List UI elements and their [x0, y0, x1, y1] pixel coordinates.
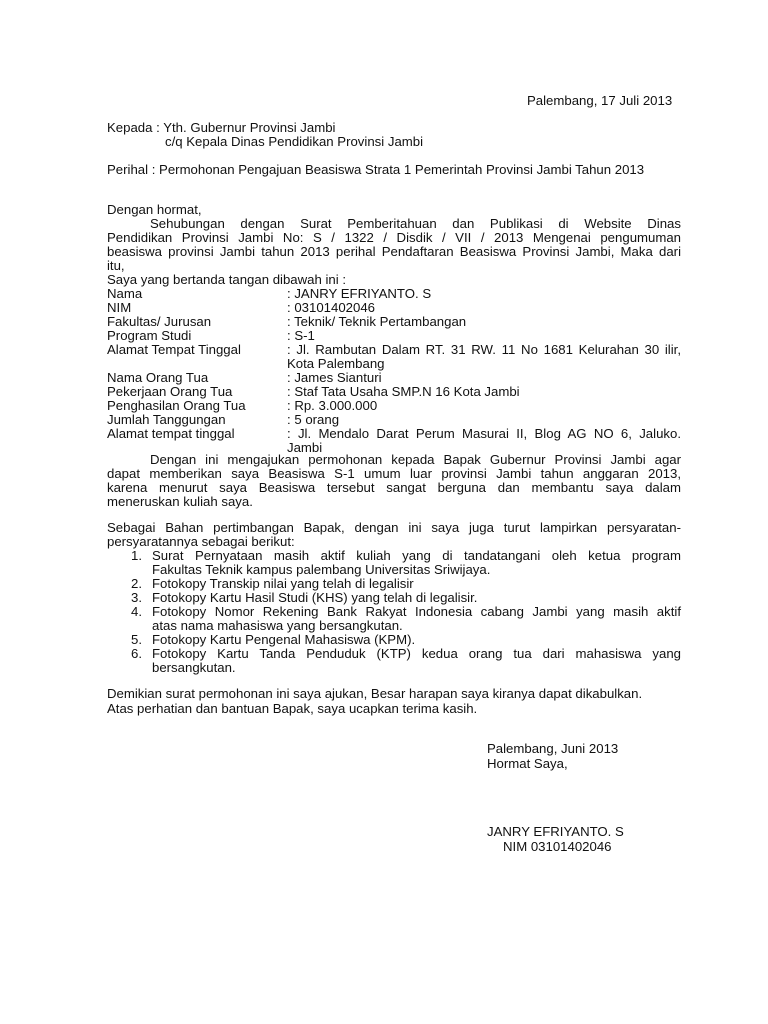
detail-row-alamat-orang-tua	[107, 427, 681, 441]
attachment-number: 3.	[131, 590, 142, 605]
detail-row-pekerjaan	[107, 385, 681, 399]
intro-line-2: Pendidikan Provinsi Jambi No: S / 1322 / Disdik / VII / 2013 Mengenai pengumuman	[107, 230, 681, 245]
detail-value: : James Sianturi	[287, 370, 382, 385]
attachment-text: Surat Pernyataan masih aktif kuliah yang di tandatangani oleh ketua program	[152, 548, 681, 563]
attachment-text-continued: atas nama mahasiswa yang bersangkutan.	[152, 618, 403, 633]
detail-label: Fakultas/ Jurusan	[107, 314, 212, 329]
attachment-number: 6.	[131, 646, 142, 661]
attachment-text: Fotokopy Kartu Hasil Studi (KHS) yang telah di legalisir.	[152, 590, 478, 605]
intro-line-4: itu,	[107, 258, 125, 273]
greeting: Dengan hormat,	[107, 202, 202, 217]
attachment-number: 5.	[131, 632, 142, 647]
detail-label: Alamat tempat tinggal	[107, 426, 235, 441]
detail-label: Nama Orang Tua	[107, 370, 209, 385]
detail-value: : Jl. Mendalo Darat Perum Masurai II, Blog AG NO 6, Jaluko.	[287, 426, 681, 441]
detail-row-nim	[107, 301, 681, 315]
detail-label: Penghasilan Orang Tua	[107, 398, 246, 413]
request-line-1: Dengan ini mengajukan permohonan kepada Bapak Gubernur Provinsi Jambi agar	[150, 452, 681, 467]
detail-row-alamat	[107, 343, 681, 357]
attachment-text: Fotokopy Nomor Rekening Bank Rakyat Indonesia cabang Jambi yang masih aktif	[152, 604, 681, 619]
attachment-number: 4.	[131, 604, 142, 619]
detail-value: : Rp. 3.000.000	[287, 398, 378, 413]
detail-label: Nama	[107, 286, 143, 301]
signature-nim: NIM 03101402046	[503, 839, 612, 854]
signature-regards: Hormat Saya,	[487, 756, 568, 771]
attachment-text-continued: Fakultas Teknik kampus palembang Universitas Sriwijaya.	[152, 562, 491, 577]
detail-label: Pekerjaan Orang Tua	[107, 384, 233, 399]
detail-value: : JANRY EFRIYANTO. S	[287, 286, 432, 301]
detail-value: : Staf Tata Usaha SMP.N 16 Kota Jambi	[287, 384, 520, 399]
detail-row-nama-orang-tua	[107, 371, 681, 385]
detail-label: NIM	[107, 300, 132, 315]
attachment-text: Fotokopy Transkip nilai yang telah di legalisir	[152, 576, 414, 591]
letter-date: Palembang, 17 Juli 2013	[527, 93, 673, 108]
intro-line-3: beasiswa provinsi Jambi tahun 2013 perihal Pendaftaran Beasiswa Provinsi Jambi, Maka dari	[107, 244, 681, 259]
attachment-number: 2.	[131, 576, 142, 591]
signature-place-date: Palembang, Juni 2013	[487, 741, 619, 756]
detail-value: : 03101402046	[287, 300, 376, 315]
signature-name: JANRY EFRIYANTO. S	[487, 824, 624, 839]
detail-label: Alamat Tempat Tinggal	[107, 342, 241, 357]
request-line-3: karena menurut saya Beasiswa tersebut sangat berguna dan membantu saya dalam	[107, 480, 681, 495]
detail-value: : S-1	[287, 328, 315, 343]
closing-line-1: Demikian surat permohonan ini saya ajukan, Besar harapan saya kiranya dapat dikabulkan.	[107, 686, 643, 701]
intro-line-1: Sehubungan dengan Surat Pemberitahuan dan Publikasi di Website Dinas	[150, 216, 681, 231]
detail-row-program-studi	[107, 329, 681, 343]
attachment-text-continued: bersangkutan.	[152, 660, 236, 675]
detail-row-alamat-cont	[107, 357, 681, 371]
recipient-line-1: Kepada : Yth. Gubernur Provinsi Jambi	[107, 120, 336, 135]
recipient-line-2: c/q Kepala Dinas Pendidikan Provinsi Jambi	[165, 134, 424, 149]
attach-intro-line-1: Sebagai Bahan pertimbangan Bapak, dengan ini saya juga turut lampirkan persyaratan-	[107, 520, 681, 535]
closing-line-2: Atas perhatian dan bantuan Bapak, saya ucapkan terima kasih.	[107, 701, 478, 716]
attach-intro-line-2: persyaratannya sebagai berikut:	[107, 534, 295, 549]
detail-value: : Teknik/ Teknik Pertambangan	[287, 314, 467, 329]
detail-label: Program Studi	[107, 328, 192, 343]
detail-label: Jumlah Tanggungan	[107, 412, 226, 427]
attachment-text: Fotokopy Kartu Tanda Penduduk (KTP) kedua orang tua dari mahasiswa yang	[152, 646, 681, 661]
detail-value: : Jl. Rambutan Dalam RT. 31 RW. 11 No 1681 Kelurahan 30 ilir,	[287, 342, 681, 357]
detail-row-nama	[107, 287, 681, 301]
request-line-2: dapat memberikan saya Beasiswa S-1 umum luar provinsi Jambi tahun anggaran 2013,	[107, 466, 681, 481]
detail-row-tanggungan	[107, 413, 681, 427]
request-line-4: meneruskan kuliah saya.	[107, 494, 253, 509]
detail-value-continued: Kota Palembang	[287, 356, 385, 371]
letter-subject: Perihal : Permohonan Pengajuan Beasiswa Strata 1 Pemerintah Provinsi Jambi Tahun 2013	[107, 162, 645, 177]
detail-value: : 5 orang	[287, 412, 340, 427]
attachment-number: 1.	[131, 548, 142, 563]
detail-row-fakultas	[107, 315, 681, 329]
attachment-text: Fotokopy Kartu Pengenal Mahasiswa (KPM).	[152, 632, 416, 647]
detail-value-continued: Jambi	[287, 440, 323, 455]
undersigned-text: Saya yang bertanda tangan dibawah ini :	[107, 272, 347, 287]
detail-row-penghasilan	[107, 399, 681, 413]
